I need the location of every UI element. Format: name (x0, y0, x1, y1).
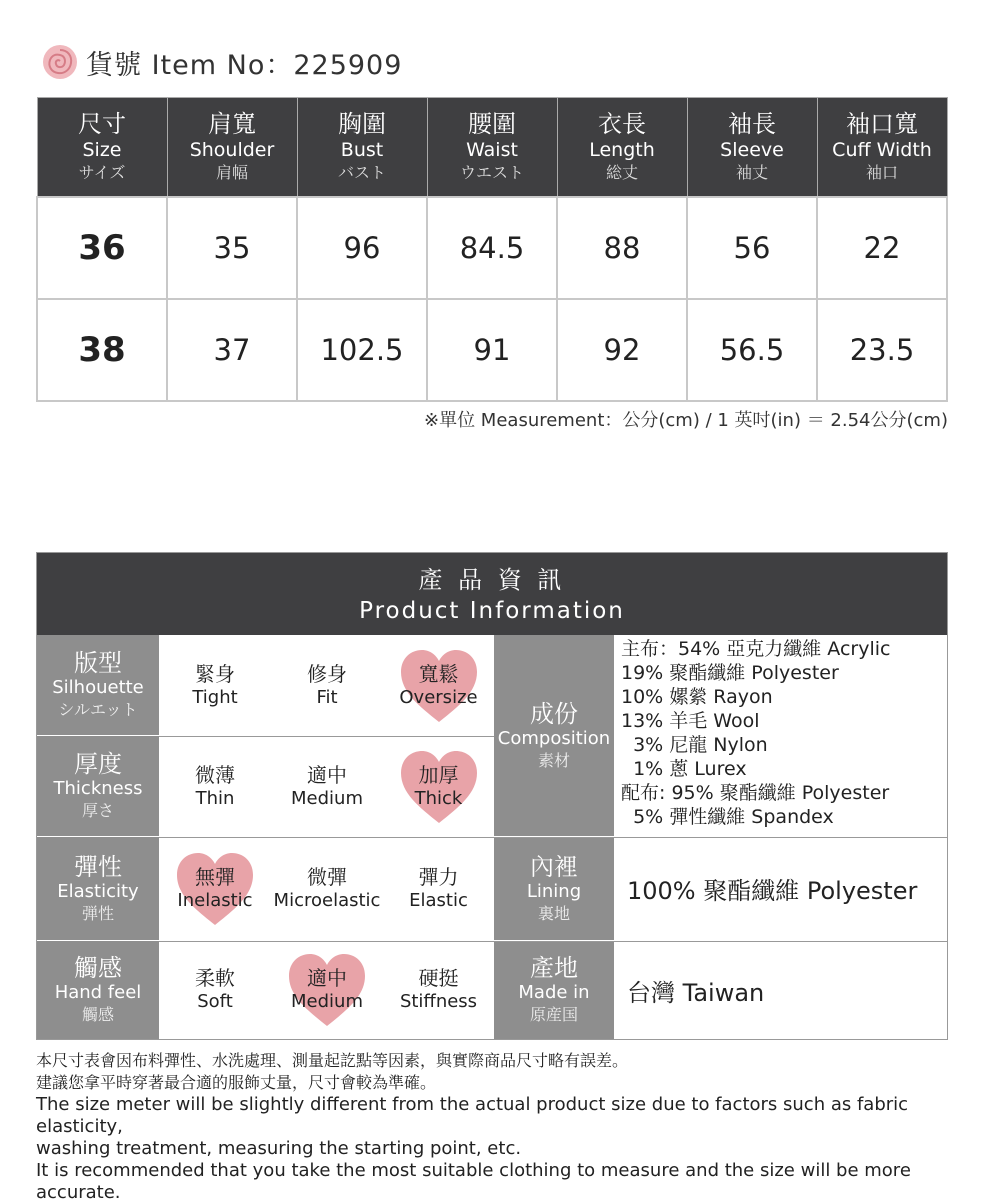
product-info-panel (36, 552, 948, 1040)
origin-label: 產地 Made in 原産国 (494, 941, 614, 1039)
hand-feel-label: 觸感 Hand feel 觸感 (37, 941, 159, 1039)
thickness-label: 厚度 Thickness 厚さ (37, 736, 159, 837)
table-cell: 38 (37, 299, 167, 401)
measurement-note: ※單位 Measurement：公分(cm) / 1 英吋(in) ＝ 2.54公分(cm) (424, 410, 948, 431)
option-thick: 加厚 Thick (383, 736, 494, 837)
table-cell: 91 (427, 299, 557, 401)
col-size: 尺寸 Size サイズ (37, 98, 167, 198)
option-fit: 修身 Fit (307, 661, 347, 708)
table-cell: 37 (167, 299, 297, 401)
col-cuff-width: 袖口寬 Cuff Width 袖口 (817, 98, 947, 198)
table-cell: 92 (557, 299, 687, 401)
disclaimer-line: It is recommended that you take the most suitable clothing to measure and the size will be more accurate. (36, 1160, 911, 1203)
composition-line: 配布: 95% 聚酯纖維 Polyester (621, 782, 890, 804)
col-waist: 腰圍 Waist ウエスト (427, 98, 557, 198)
rose-icon (42, 44, 78, 80)
disclaimer (36, 1050, 956, 1204)
disclaimer-line: 本尺寸表會因布料彈性、水洗處理、測量起訖點等因素，與實際商品尺寸略有誤差。 (36, 1051, 629, 1070)
size-table (36, 97, 948, 402)
option-stiffness: 硬挺 Stiffness (399, 966, 478, 1012)
table-cell: 35 (167, 197, 297, 299)
option-microelastic: 微彈 Microelastic (273, 865, 381, 911)
table-cell: 96 (297, 197, 427, 299)
table-row (37, 299, 947, 401)
option-soft: 柔軟 Soft (195, 966, 235, 1012)
composition-label: 成份 Composition 素材 (494, 635, 614, 837)
option-inelastic: 無彈 Inelastic (159, 837, 271, 941)
table-cell: 56 (687, 197, 817, 299)
option-medium-feel: 適中 Medium (271, 941, 383, 1039)
lining-value: 100% 聚酯纖維 Polyester (627, 877, 918, 905)
composition-line: 10% 嫘縈 Rayon (621, 686, 773, 708)
composition-line: 19% 聚酯纖維 Polyester (621, 662, 839, 684)
option-thin: 微薄 Thin (195, 762, 235, 809)
origin-value: 台灣 Taiwan (627, 979, 765, 1007)
item-number: 貨號 Item No：225909 (86, 49, 403, 81)
col-shoulder: 肩寬 Shoulder 肩幅 (167, 98, 297, 198)
table-cell: 88 (557, 197, 687, 299)
product-info-title-zh: 產 品 資 訊 (418, 566, 566, 594)
disclaimer-line: The size meter will be slightly different from the actual product size due to factors such as fabric elasticity, (36, 1094, 909, 1137)
composition-line: 13% 羊毛 Wool (621, 710, 760, 732)
product-info-header (37, 553, 947, 635)
composition-line: 3% 尼龍 Nylon (621, 734, 768, 756)
table-cell: 102.5 (297, 299, 427, 401)
option-medium-thickness: 適中 Medium (291, 762, 363, 809)
table-cell: 56.5 (687, 299, 817, 401)
composition-line: 1% 蔥 Lurex (621, 758, 747, 780)
item-header (42, 40, 402, 84)
lining-label: 內裡 Lining 裏地 (494, 837, 614, 941)
table-cell: 23.5 (817, 299, 947, 401)
disclaimer-line: washing treatment, measuring the starting point, etc. (36, 1138, 522, 1159)
size-table-header (37, 98, 947, 198)
col-length: 衣長 Length 総丈 (557, 98, 687, 198)
composition-list (621, 637, 890, 829)
col-bust: 胸圍 Bust バスト (297, 98, 427, 198)
table-row (37, 197, 947, 299)
table-cell: 84.5 (427, 197, 557, 299)
elasticity-label: 彈性 Elasticity 弾性 (37, 837, 159, 941)
option-oversize: 寬鬆 Oversize (383, 635, 494, 736)
col-sleeve: 袖長 Sleeve 袖丈 (687, 98, 817, 198)
silhouette-label: 版型 Silhouette シルエット (37, 635, 159, 736)
disclaimer-line: 建議您拿平時穿著最合適的服飾丈量，尺寸會較為準確。 (36, 1073, 437, 1092)
table-cell: 22 (817, 197, 947, 299)
option-tight: 緊身 Tight (192, 661, 238, 708)
composition-line: 5% 彈性纖維 Spandex (621, 806, 834, 828)
table-cell: 36 (37, 197, 167, 299)
option-elastic: 彈力 Elastic (409, 865, 468, 911)
composition-line: 主布：54% 亞克力纖維 Acrylic (621, 638, 891, 660)
product-info-title-en: Product Information (359, 598, 625, 624)
